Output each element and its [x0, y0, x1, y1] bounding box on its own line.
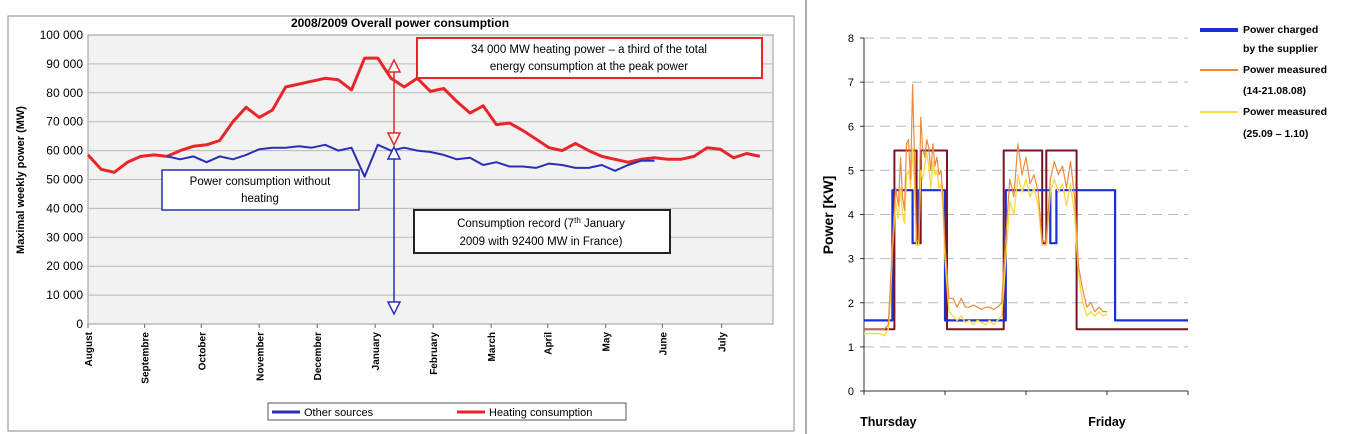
- right-y-tick-label: 5: [847, 165, 854, 178]
- left-y-tick-label: 80 000: [46, 85, 83, 100]
- left-y-tick-label: 50 000: [46, 172, 83, 187]
- left-x-tick-label: Septembre: [140, 332, 152, 384]
- right-chart: [820, 24, 1327, 429]
- left-y-axis-label: Maximal weekly power (MW): [15, 106, 27, 254]
- right-y-tick-label: 7: [847, 77, 854, 90]
- annotation-without-heating: [162, 170, 359, 210]
- legend-label-supplier-line1: Power charged: [1243, 24, 1319, 36]
- right-y-tick-label: 0: [847, 386, 854, 398]
- legend-label-measured-1-line2: (14-21.08.08): [1243, 85, 1307, 97]
- legend-label-supplier-line2: by the supplier: [1243, 43, 1318, 55]
- legend-label-measured-1-line1: Power measured: [1243, 64, 1328, 76]
- left-x-tick-label: October: [197, 332, 209, 371]
- left-x-tick-label: November: [255, 332, 267, 381]
- right-y-tick-labels: [848, 33, 854, 398]
- right-gridlines: [860, 38, 1188, 391]
- annotation-heating-peak-line1: 34 000 MW heating power – a third of the total: [471, 44, 707, 56]
- left-y-tick-label: 20 000: [46, 259, 83, 274]
- left-chart: [8, 16, 794, 431]
- annotation-record-line1: [457, 216, 625, 231]
- left-x-tick-label: February: [429, 332, 441, 375]
- left-x-tick-label: April: [543, 332, 555, 355]
- right-x-tick-label: Thursday: [860, 415, 917, 429]
- right-y-tick-label: 3: [847, 253, 854, 266]
- left-x-tick-label: January: [371, 332, 383, 371]
- left-y-tick-label: 100 000: [39, 28, 83, 42]
- annotation-record-line2: 2009 with 92400 MW in France): [459, 236, 623, 248]
- left-x-tick-label: June: [658, 332, 670, 356]
- left-y-tick-label: 70 000: [46, 114, 83, 129]
- legend-label-measured-2-line1: Power measured: [1243, 106, 1328, 118]
- measured-power-aug-line: [864, 84, 1107, 329]
- annotation-heating-peak: [417, 38, 762, 78]
- left-y-tick-label: 10 000: [46, 288, 83, 303]
- annotation-record-post: January: [580, 218, 625, 230]
- annotation-without-heating-line2: heating: [241, 193, 279, 205]
- left-y-tick-label: 90 000: [46, 56, 83, 71]
- right-x-tick-label: Friday: [1088, 415, 1126, 429]
- right-y-tick-label: 2: [847, 297, 854, 310]
- right-series: [864, 84, 1188, 335]
- annotation-record-sup: th: [574, 215, 581, 225]
- right-y-axis-label: Power [KW]: [820, 175, 836, 255]
- left-y-tick-label: 0: [76, 317, 83, 331]
- left-y-tick-label: 60 000: [46, 143, 83, 158]
- right-legend: [1200, 24, 1327, 140]
- right-y-tick-label: 8: [847, 33, 854, 45]
- annotation-heating-peak-line2: energy consumption at the peak power: [489, 61, 689, 73]
- left-y-tick-label: 30 000: [46, 230, 83, 245]
- right-x-tick-labels: [860, 391, 1188, 429]
- left-x-tick-label: July: [717, 332, 729, 353]
- left-x-tick-label: December: [313, 332, 325, 381]
- left-x-tick-label: March: [487, 332, 499, 362]
- annotation-record-pre: Consumption record (7: [457, 218, 575, 230]
- annotation-without-heating-line1: Power consumption without: [189, 176, 331, 188]
- right-y-tick-label: 6: [847, 121, 854, 134]
- left-x-tick-label: May: [601, 332, 613, 352]
- legend-label-measured-2-line2: (25.09 – 1.10): [1243, 128, 1309, 140]
- left-x-tick-label: August: [84, 332, 95, 367]
- supplier-power-line: [864, 190, 1188, 320]
- legend-label-other-sources: Other sources: [304, 407, 374, 419]
- right-y-tick-label: 1: [847, 341, 854, 354]
- legend-label-heating: Heating consumption: [489, 407, 593, 419]
- left-y-tick-label: 40 000: [46, 201, 83, 216]
- left-chart-title: 2008/2009 Overall power consumption: [290, 16, 510, 30]
- annotation-record: [414, 210, 670, 253]
- left-legend: [268, 403, 626, 420]
- right-y-tick-label: 4: [847, 209, 854, 222]
